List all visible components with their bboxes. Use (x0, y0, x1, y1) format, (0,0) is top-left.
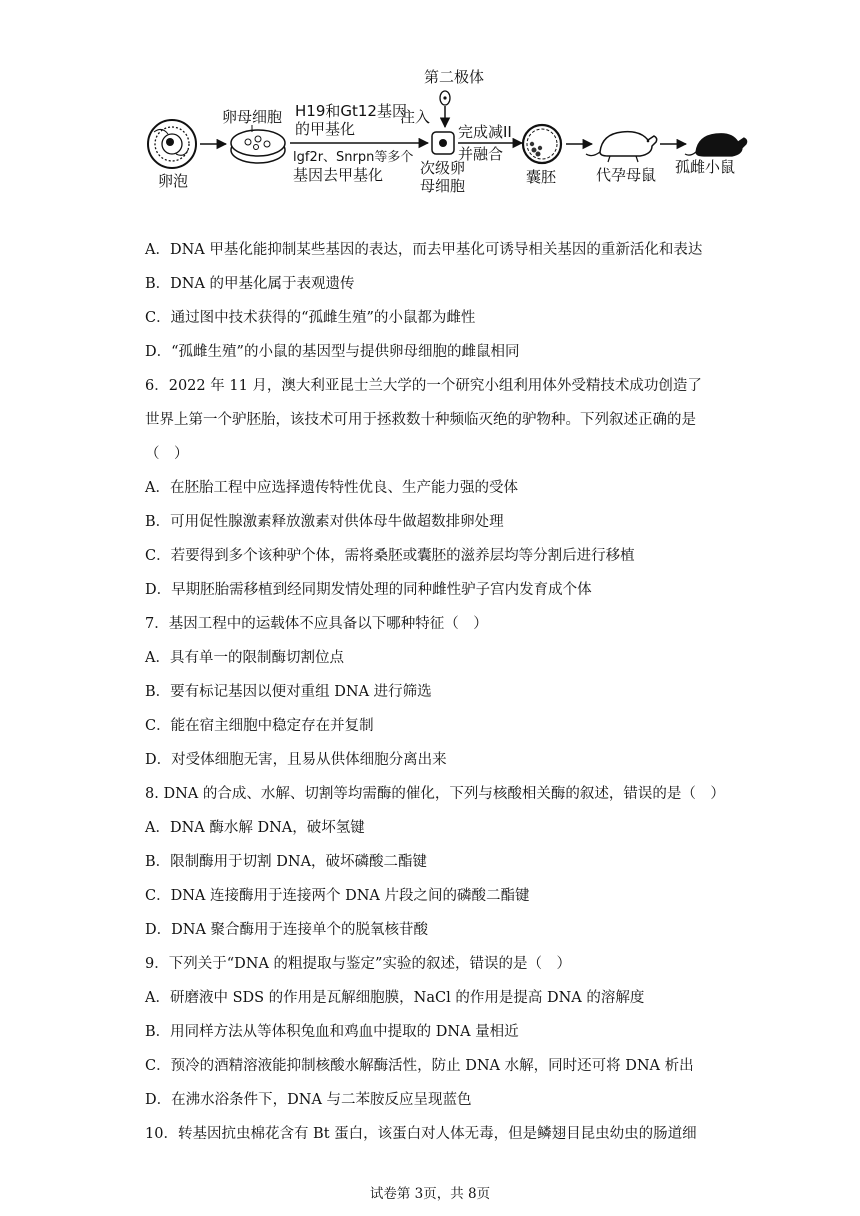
arrow-bottom-label-2: 基因去甲基化 (293, 166, 384, 184)
question-6-bracket: （ ） (145, 446, 189, 462)
option-6d: D．早期胚胎需移植到经同期发情处理的同种雌性驴子宫内发育成个体 (145, 582, 592, 598)
question-7: 7．基因工程中的运载体不应具备以下哪种特征（ ） (145, 616, 488, 632)
page-footer: 试卷第 3页，共 8页 (369, 1186, 491, 1202)
blastocyst-icon (523, 125, 561, 163)
option-7d: D．对受体细胞无害，且易从供体细胞分离出来 (145, 752, 447, 768)
option-9d: D．在沸水浴条件下，DNA 与二苯胺反应呈现蓝色 (145, 1092, 472, 1108)
secondary-oocyte-label-2: 母细胞 (420, 177, 466, 195)
follicle-icon (148, 120, 196, 168)
option-7a: A．具有单一的限制酶切割位点 (145, 650, 344, 666)
parthenogenetic-mouse-label: 孤雌小鼠 (675, 158, 736, 176)
option-9a: A．研磨液中 SDS 的作用是瓦解细胞膜，NaCl 的作用是提高 DNA 的溶解度 (145, 990, 645, 1006)
complete-meiosis-label-2: 并融合 (458, 145, 504, 163)
surrogate-mother-label: 代孕母鼠 (596, 166, 657, 184)
question-10: 10．转基因抗虫棉花含有 Bt 蛋白，该蛋白对人体无毒，但是鳞翅目昆虫幼虫的肠道细 (145, 1126, 697, 1142)
arrow-top-label-2: 的甲基化 (295, 120, 356, 138)
oocyte-label: 卵母细胞 (222, 108, 283, 126)
procedure-diagram (140, 62, 780, 212)
question-8: 8. DNA 的合成、水解、切割等均需酶的催化，下列与核酸相关酶的叙述，错误的是（ ） (145, 786, 725, 802)
option-8d: D．DNA 聚合酶用于连接单个的脱氧核苷酸 (145, 922, 429, 938)
second-polar-body-label: 第二极体 (424, 68, 485, 86)
oocyte-dish-icon (231, 130, 285, 163)
secondary-oocyte-label-1: 次级卵 (420, 159, 466, 177)
option-5a: A．DNA 甲基化能抑制某些基因的表达，而去甲基化可诱导相关基因的重新活化和表达 (145, 242, 703, 258)
option-7b: B．要有标记基因以便对重组 DNA 进行筛选 (145, 684, 432, 700)
arrow-top-label-1: H19和Gt12基因 (295, 102, 407, 120)
option-6c: C．若要得到多个该种驴个体，需将桑胚或囊胚的滋养层均等分割后进行移植 (145, 548, 635, 564)
option-5d: D．“孤雌生殖”的小鼠的基因型与提供卵母细胞的雌鼠相同 (145, 344, 520, 360)
option-9c: C．预冷的酒精溶液能抑制核酸水解酶活性，防止 DNA 水解，同时还可将 DNA 析出 (145, 1058, 694, 1074)
inject-label: 注入 (400, 108, 431, 126)
blastocyst-label: 囊胚 (526, 168, 557, 186)
option-5c: C．通过图中技术获得的“孤雌生殖”的小鼠都为雌性 (145, 310, 476, 326)
option-6a: A．在胚胎工程中应选择遗传特性优良、生产能力强的受体 (145, 480, 518, 496)
secondary-oocyte-icon (432, 132, 454, 154)
surrogate-mouse-icon (586, 132, 657, 162)
option-8b: B．限制酶用于切割 DNA，破坏磷酸二酯键 (145, 854, 428, 870)
option-9b: B．用同样方法从等体积兔血和鸡血中提取的 DNA 量相近 (145, 1024, 519, 1040)
complete-meiosis-label-1: 完成减II (458, 123, 512, 141)
arrow-bottom-label-1: lgf2r、Snrpn等多个 (293, 150, 414, 165)
parthenogenetic-mouse-icon (685, 134, 747, 156)
follicle-label: 卵泡 (158, 172, 189, 190)
polar-body-icon (440, 91, 450, 105)
option-6b: B．可用促性腺激素释放激素对供体母牛做超数排卵处理 (145, 514, 504, 530)
option-5b: B．DNA 的甲基化属于表观遗传 (145, 276, 355, 292)
option-8c: C．DNA 连接酶用于连接两个 DNA 片段之间的磷酸二酯键 (145, 888, 530, 904)
question-9: 9．下列关于“DNA 的粗提取与鉴定”实验的叙述，错误的是（ ） (145, 956, 571, 972)
question-6-line-1: 6．2022 年 11 月，澳大利亚昆士兰大学的一个研究小组利用体外受精技术成功创造了 (145, 378, 702, 394)
option-7c: C．能在宿主细胞中稳定存在并复制 (145, 718, 374, 734)
question-6-line-2: 世界上第一个驴胚胎，该技术可用于拯救数十种频临灭绝的驴物种。下列叙述正确的是 (145, 412, 696, 428)
option-8a: A．DNA 酶水解 DNA，破坏氢键 (145, 820, 365, 836)
